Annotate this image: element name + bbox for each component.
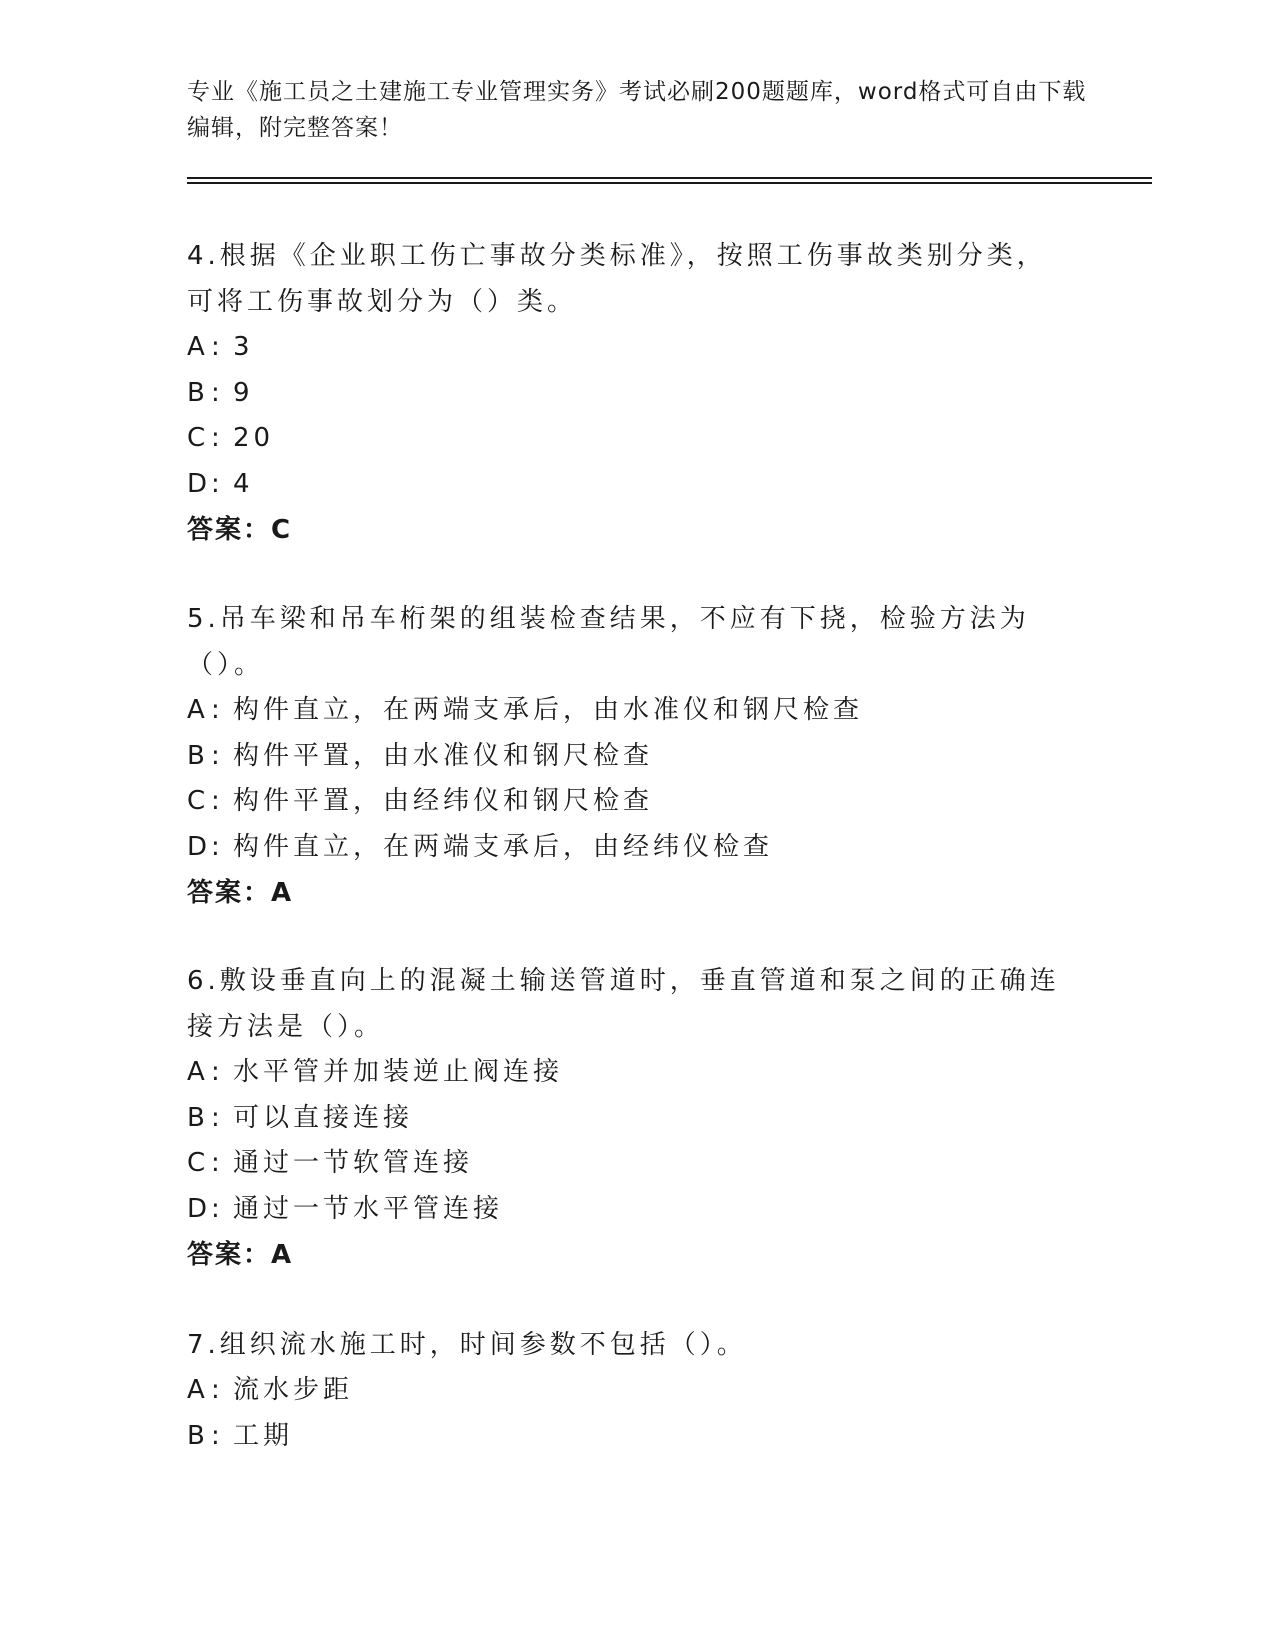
option-c: C : 通过一节软管连接 <box>187 1141 1067 1187</box>
option-letter: C <box>187 1148 206 1179</box>
option-letter: A <box>187 1057 205 1087</box>
option-letter: A <box>187 695 205 725</box>
option-c: C : 20 <box>187 416 1067 462</box>
header-divider-top <box>187 177 1152 179</box>
question-6 <box>187 958 1067 1278</box>
option-text: 通过一节软管连接 <box>233 1148 474 1179</box>
option-a: A : 流水步距 <box>187 1368 1067 1414</box>
option-letter: B <box>187 377 205 408</box>
option-d: D : 通过一节水平管连接 <box>187 1187 1067 1233</box>
option-a: A : 构件直立，在两端支承后，由水准仪和钢尺检查 <box>187 688 1067 734</box>
option-letter: B <box>187 1102 205 1133</box>
option-letter: D <box>187 831 208 862</box>
option-text: 流水步距 <box>233 1375 354 1405</box>
option-letter: B <box>187 740 205 771</box>
option-text: 构件直立，在两端支承后，由经纬仪检查 <box>233 831 774 862</box>
option-c: C : 构件平置，由经纬仪和钢尺检查 <box>187 779 1067 825</box>
header-divider-bottom <box>187 182 1152 184</box>
option-b: B : 可以直接连接 <box>187 1096 1067 1142</box>
option-b: B : 工期 <box>187 1414 1067 1460</box>
option-text: 3 <box>233 332 254 362</box>
option-text: 工期 <box>233 1420 294 1451</box>
question-5 <box>187 596 1067 916</box>
answer-label: 答案：A <box>187 1240 294 1271</box>
option-letter: D <box>187 1193 208 1224</box>
option-letter: A <box>187 332 205 362</box>
option-text: 4 <box>233 468 254 499</box>
option-a: A : 水平管并加装逆止阀连接 <box>187 1050 1067 1096</box>
option-letter: C <box>187 786 206 817</box>
option-text: 水平管并加装逆止阀连接 <box>233 1057 564 1087</box>
question-stem: 6.敷设垂直向上的混凝土输送管道时，垂直管道和泵之间的正确连接方法是（）。 <box>187 966 1060 1042</box>
option-letter: C <box>187 423 206 454</box>
question-4 <box>187 233 1067 553</box>
question-stem: 5.吊车梁和吊车桁架的组装检查结果，不应有下挠，检验方法为（）。 <box>187 604 1030 680</box>
option-b: B : 构件平置，由水准仪和钢尺检查 <box>187 734 1067 780</box>
option-letter: D <box>187 468 208 499</box>
option-b: B : 9 <box>187 371 1067 417</box>
option-text: 构件平置，由经纬仪和钢尺检查 <box>233 786 654 817</box>
document-header: 专业《施工员之土建施工专业管理实务》考试必刷200题题库，word格式可自由下载编辑，附完整答案！ <box>187 79 1087 141</box>
option-d: D : 4 <box>187 462 1067 508</box>
option-a: A : 3 <box>187 325 1067 371</box>
option-letter: A <box>187 1375 205 1405</box>
option-text: 构件直立，在两端支承后，由水准仪和钢尺检查 <box>233 695 864 725</box>
option-text: 9 <box>233 377 254 408</box>
option-text: 可以直接连接 <box>233 1102 414 1133</box>
option-text: 通过一节水平管连接 <box>233 1193 504 1224</box>
question-7 <box>187 1322 1067 1459</box>
answer-label: 答案：C <box>187 515 293 546</box>
option-letter: B <box>187 1420 205 1451</box>
option-d: D : 构件直立，在两端支承后，由经纬仪检查 <box>187 825 1067 871</box>
question-stem: 4.根据《企业职工伤亡事故分类标准》，按照工伤事故类别分类，可将工伤事故划分为（）类。 <box>187 241 1047 317</box>
answer-label: 答案：A <box>187 878 294 909</box>
option-text: 20 <box>233 423 275 454</box>
option-text: 构件平置，由水准仪和钢尺检查 <box>233 740 654 771</box>
question-stem: 7.组织流水施工时，时间参数不包括（）。 <box>187 1330 747 1360</box>
